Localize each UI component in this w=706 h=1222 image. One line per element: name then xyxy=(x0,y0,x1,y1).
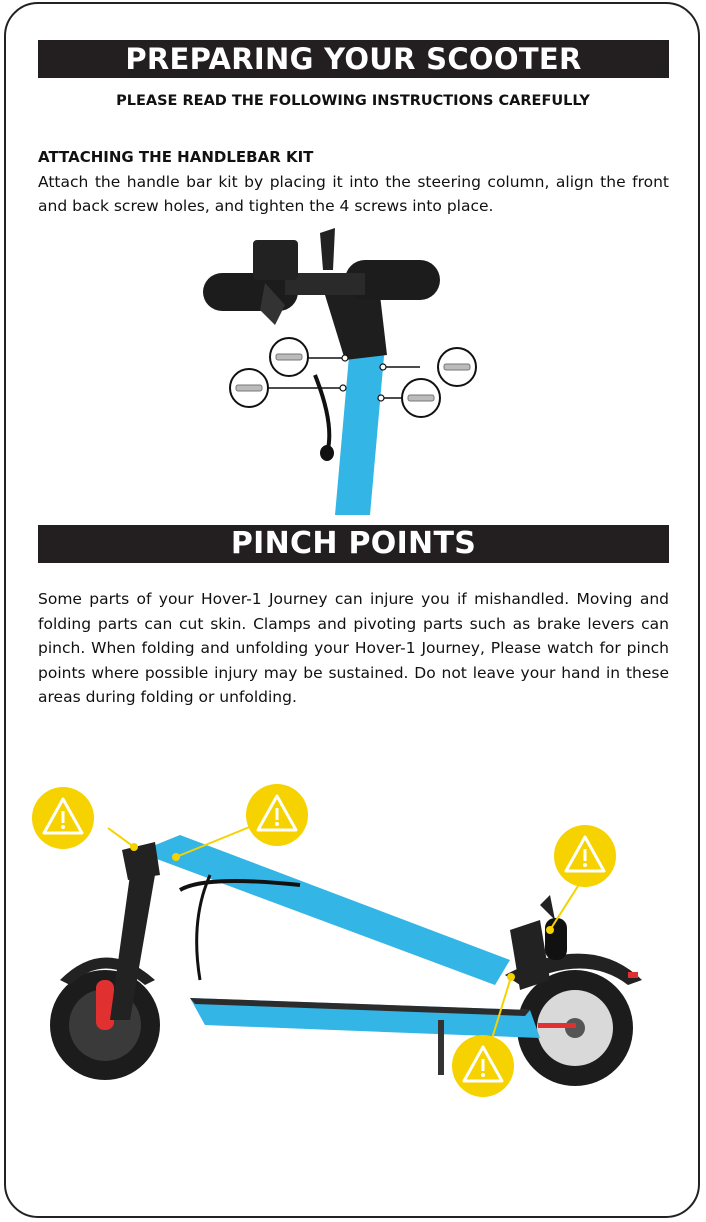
warning-triangle-icon xyxy=(554,825,616,887)
handlebar-instructions: Attach the handle bar kit by placing it into the steering column, align the front and back screw holes, and tighten the 4 screws into place. xyxy=(38,173,669,215)
screw-icon xyxy=(230,338,476,417)
pinch-points-title: PINCH POINTS xyxy=(38,525,669,563)
warning-triangle-icon xyxy=(32,787,94,849)
page-subtitle: PLEASE READ THE FOLLOWING INSTRUCTIONS CAREFULLY xyxy=(116,93,590,109)
warning-triangle-icon xyxy=(452,1035,514,1097)
pinch-points-text: Some parts of your Hover-1 Journey can injure you if mishandled. Moving and folding parts can cut skin. Clamps and pivoting parts such as brake levers can pinch. When folding and unfolding your Hover-1 Journey, Please watch for pinch points where possible injury may be sustained. Do not leave your hand in these areas during folding or unfolding. xyxy=(38,590,669,706)
screw-callouts xyxy=(225,335,485,425)
warning-triangle-icon xyxy=(246,784,308,846)
page-title: PREPARING YOUR SCOOTER xyxy=(38,40,669,78)
handlebar-heading: ATTACHING THE HANDLEBAR KIT xyxy=(38,148,314,166)
